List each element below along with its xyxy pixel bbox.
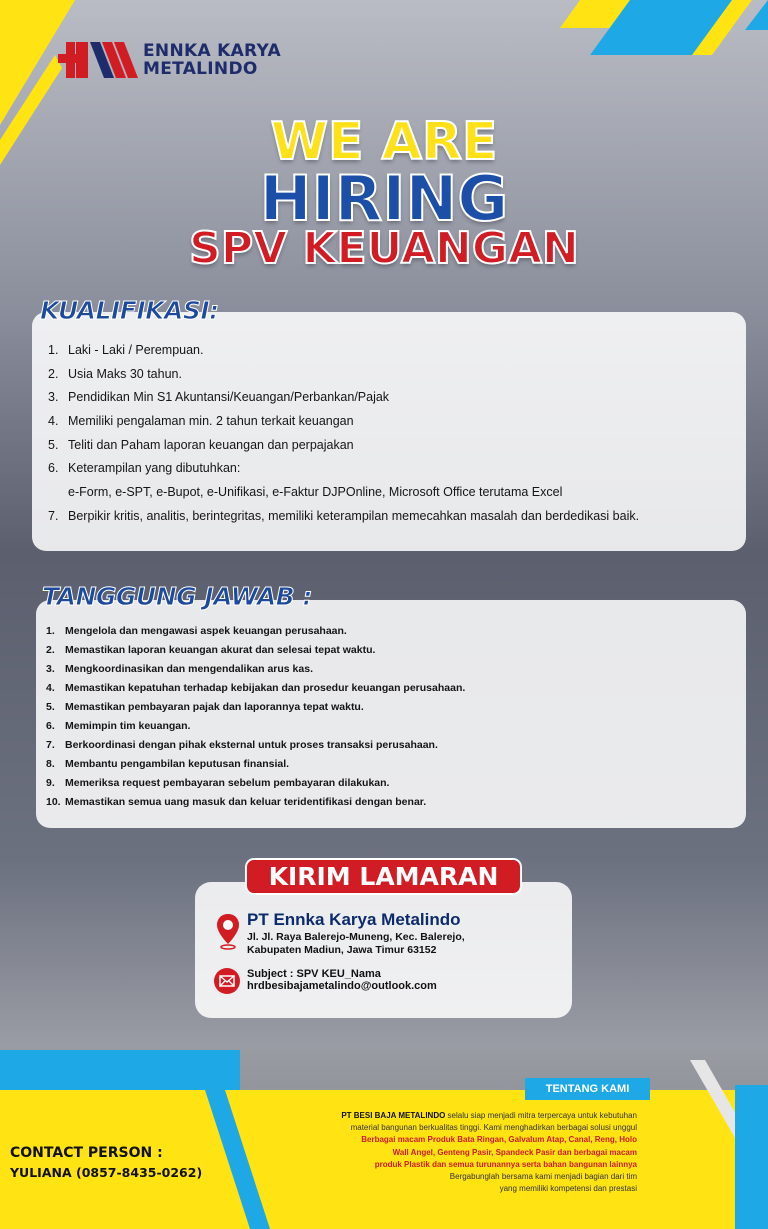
apply-email[interactable]: hrdbesibajametalindo@outlook.com: [247, 980, 437, 992]
item-number: [48, 481, 68, 505]
item-text: Mengkoordinasikan dan mengendalikan arus kas.: [65, 663, 313, 675]
list-item: [48, 434, 639, 458]
item-text: Berpikir kritis, analitis, berintegritas, memiliki keterampilan memecahkan masalah dan berdedikasi baik.: [68, 508, 640, 523]
company-logo-icon: [58, 40, 138, 80]
item-number: 3.: [46, 663, 55, 675]
kualifikasi-panel: [32, 312, 746, 551]
list-item: [46, 774, 465, 793]
item-number: 10.: [46, 796, 61, 808]
item-text: Keterampilan yang dibutuhkan:: [68, 461, 241, 476]
company-name-line1: ENNKA KARYA: [143, 41, 281, 61]
item-text: Berkoordinasi dengan pihak eksternal untuk proses transaksi perusahaan.: [65, 739, 438, 751]
item-text: Memeriksa request pembayaran sebelum pembayaran dilakukan.: [65, 777, 390, 789]
list-item: [46, 660, 465, 679]
item-text: Memastikan pembayaran pajak dan laporannya tepat waktu.: [65, 701, 364, 713]
item-text: Teliti dan Paham laporan keuangan dan perpajakan: [68, 437, 354, 452]
item-number: 4.: [46, 682, 55, 694]
apply-company: PT Ennka Karya Metalindo: [247, 910, 461, 929]
decor-stripe: [0, 1050, 240, 1090]
item-text: Laki - Laki / Perempuan.: [68, 343, 204, 357]
headline-we-are: WE ARE: [270, 112, 498, 172]
email-icon: [214, 968, 240, 994]
list-item: [48, 410, 639, 434]
item-text: e-Form, e-SPT, e-Bupot, e-Unifikasi, e-Faktur DJPOnline, Microsoft Office terutama Excel: [68, 485, 563, 500]
about-line: yang memiliki kompetensi dan prestasi: [499, 1184, 637, 1194]
item-text: Memimpin tim keuangan.: [65, 720, 191, 732]
decor-stripe: [735, 1085, 768, 1229]
about-products: produk Plastik dan semua turunannya serta bahan bangunan lainnya: [374, 1159, 637, 1169]
about-company: PT BESI BAJA METALINDO: [341, 1111, 446, 1120]
item-number: 8.: [46, 758, 55, 770]
item-number: 6.: [46, 720, 55, 732]
location-pin-icon: [215, 912, 241, 950]
apply-address-line2: Kabupaten Madiun, Jawa Timur 63152: [247, 944, 437, 956]
tanggung-jawab-list: [46, 622, 465, 812]
about-text: [341, 1110, 637, 1195]
tentang-kami-tab: TENTANG KAMI: [525, 1078, 650, 1100]
list-item: [48, 505, 639, 529]
about-line: selalu siap menjadi mitra terpercaya untuk kebutuhan: [445, 1111, 637, 1120]
company-name-line2: METALINDO: [143, 59, 258, 79]
item-text: Memastikan semua uang masuk dan keluar teridentifikasi dengan benar.: [65, 796, 427, 808]
item-number: 1.: [48, 343, 59, 357]
list-item: [46, 736, 465, 755]
list-item: [48, 339, 639, 363]
headline-hiring: HIRING: [259, 162, 509, 235]
item-number: 7.: [48, 508, 59, 523]
list-item: [46, 698, 465, 717]
list-item: [46, 641, 465, 660]
item-number: 4.: [48, 414, 59, 429]
item-text: Mengelola dan mengawasi aspek keuangan perusahaan.: [65, 625, 347, 637]
apply-panel: [195, 882, 572, 1018]
item-number: 2.: [46, 644, 55, 656]
tanggung-jawab-panel: [36, 600, 746, 828]
item-number: 3.: [48, 390, 59, 405]
list-item: [46, 717, 465, 736]
item-text: Membantu pengambilan keputusan finansial.: [65, 758, 290, 770]
about-products: Wall Angel, Genteng Pasir, Spandeck Pasir dan berbagai macam: [392, 1147, 637, 1157]
contact-person-label: CONTACT PERSON :: [10, 1145, 163, 1161]
list-item: [48, 457, 639, 481]
item-text: Memiliki pengalaman min. 2 tahun terkait keuangan: [68, 414, 354, 429]
about-products: Berbagai macam Produk Bata Ringan, Galvalum Atap, Canal, Reng, Holo: [361, 1135, 637, 1145]
list-item: [46, 622, 465, 641]
item-number: 5.: [48, 437, 59, 452]
company-name: [143, 42, 281, 78]
headline-position: SPV KEUANGAN: [189, 223, 579, 274]
item-text: Memastikan kepatuhan terhadap kebijakan dan prosedur keuangan perusahaan.: [65, 682, 466, 694]
kualifikasi-heading: KUALIFIKASI:: [40, 296, 219, 325]
list-item: [48, 363, 639, 387]
kualifikasi-list: [48, 339, 639, 529]
list-item: [48, 481, 639, 505]
list-item: [46, 793, 465, 812]
tanggung-jawab-heading: TANGGUNG JAWAB :: [42, 582, 312, 611]
apply-address-line1: Jl. Jl. Raya Balerejo-Muneng, Kec. Balerejo,: [247, 931, 465, 943]
item-number: 5.: [46, 701, 55, 713]
item-number: 2.: [48, 366, 59, 381]
item-text: Usia Maks 30 tahun.: [68, 366, 182, 381]
item-number: 6.: [48, 461, 59, 476]
list-item: [48, 386, 639, 410]
item-text: Pendidikan Min S1 Akuntansi/Keuangan/Perbankan/Pajak: [68, 390, 390, 405]
about-line: Bergabunglah bersama kami menjadi bagian dari tim: [449, 1172, 637, 1182]
list-item: [46, 679, 465, 698]
list-item: [46, 755, 465, 774]
apply-subject: Subject : SPV KEU_Nama: [247, 968, 381, 980]
about-line: material bangunan berkualitas tinggi. Kami menghadirkan berbagai solusi unggul: [350, 1123, 637, 1133]
item-number: 1.: [46, 625, 55, 637]
item-number: 7.: [46, 739, 55, 751]
contact-person-value: YULIANA (0857-8435-0262): [10, 1165, 203, 1180]
item-text: Memastikan laporan keuangan akurat dan selesai tepat waktu.: [65, 644, 376, 656]
kirim-lamaran-banner: KIRIM LAMARAN: [245, 858, 522, 895]
item-number: 9.: [46, 777, 55, 789]
